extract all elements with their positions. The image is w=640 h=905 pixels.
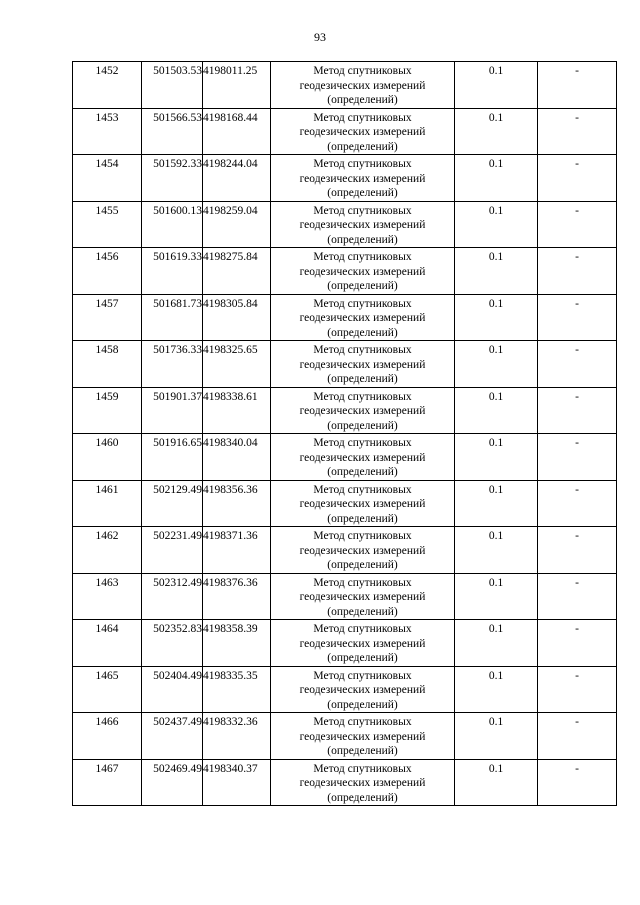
table-row: [73, 341, 617, 388]
method-line: геодезических измерений: [299, 79, 426, 92]
x-coordinate-cell: 502312.49: [142, 573, 203, 620]
y-coordinate-cell: 4198332.36: [203, 713, 271, 760]
empty-value-cell: -: [538, 108, 617, 155]
method-line: (определений): [327, 652, 398, 664]
method-line: геодезических измерений: [299, 172, 426, 185]
accuracy-cell: 0.1: [455, 713, 538, 760]
method-line: геодезических измерений: [299, 265, 426, 278]
y-coordinate-cell: 4198371.36: [203, 527, 271, 574]
method-line: геодезических измерений: [299, 219, 426, 231]
y-coordinate-cell: 4198338.61: [203, 387, 271, 434]
y-coordinate-cell: 4198168.44: [203, 108, 271, 155]
accuracy-cell: 0.1: [455, 294, 538, 341]
x-coordinate-cell: 501503.53: [142, 62, 203, 109]
method-line: геодезических измерений: [299, 544, 426, 557]
x-coordinate-cell: 502437.49: [142, 713, 203, 760]
accuracy-cell: 0.1: [455, 759, 538, 806]
method-cell: [271, 480, 455, 527]
empty-value-cell: -: [538, 527, 617, 574]
empty-value-cell: -: [538, 155, 617, 202]
page-number: 93: [314, 30, 326, 44]
method-line: (определений): [327, 94, 398, 106]
accuracy-cell: 0.1: [455, 480, 538, 527]
y-coordinate-cell: 4198305.84: [203, 294, 271, 341]
table-row: [73, 620, 617, 667]
y-coordinate-cell: 4198335.35: [203, 666, 271, 713]
method-line: Метод спутниковых: [313, 158, 412, 170]
point-number-cell: 1453: [73, 108, 142, 155]
table-row: [73, 62, 617, 109]
x-coordinate-cell: 501901.37: [142, 387, 203, 434]
method-cell: [271, 155, 455, 202]
point-number-cell: 1466: [73, 713, 142, 760]
point-number-cell: 1467: [73, 759, 142, 806]
x-coordinate-cell: 501619.33: [142, 248, 203, 295]
method-line: (определений): [327, 466, 398, 478]
accuracy-cell: 0.1: [455, 201, 538, 248]
empty-value-cell: -: [538, 759, 617, 806]
empty-value-cell: -: [538, 201, 617, 248]
point-number-cell: 1460: [73, 434, 142, 481]
y-coordinate-cell: 4198011.25: [203, 62, 271, 109]
method-line: Метод спутниковых: [313, 111, 412, 124]
y-coordinate-cell: 4198376.36: [203, 573, 271, 620]
method-line: (определений): [327, 791, 398, 804]
coordinates-table: [72, 61, 617, 806]
method-line: (определений): [327, 419, 398, 432]
accuracy-cell: 0.1: [455, 108, 538, 155]
method-cell: [271, 527, 455, 574]
method-cell: [271, 62, 455, 109]
method-line: (определений): [327, 559, 398, 571]
y-coordinate-cell: 4198358.39: [203, 620, 271, 667]
method-cell: [271, 759, 455, 806]
method-line: Метод спутниковых: [313, 576, 412, 589]
empty-value-cell: -: [538, 480, 617, 527]
y-coordinate-cell: 4198259.04: [203, 201, 271, 248]
point-number-cell: 1454: [73, 155, 142, 202]
method-line: геодезических измерений: [299, 637, 426, 650]
accuracy-cell: 0.1: [455, 341, 538, 388]
accuracy-cell: 0.1: [455, 527, 538, 574]
empty-value-cell: -: [538, 713, 617, 760]
method-cell: [271, 713, 455, 760]
table-row: [73, 201, 617, 248]
method-line: геодезических измерений: [299, 591, 426, 603]
method-cell: [271, 341, 455, 388]
accuracy-cell: 0.1: [455, 620, 538, 667]
accuracy-cell: 0.1: [455, 434, 538, 481]
table-row: [73, 108, 617, 155]
method-line: (определений): [327, 140, 398, 153]
table-row: [73, 713, 617, 760]
table-row: [73, 294, 617, 341]
accuracy-cell: 0.1: [455, 387, 538, 434]
empty-value-cell: -: [538, 248, 617, 295]
table-row: [73, 434, 617, 481]
point-number-cell: 1459: [73, 387, 142, 434]
accuracy-cell: 0.1: [455, 155, 538, 202]
method-line: (определений): [327, 233, 398, 246]
method-cell: [271, 201, 455, 248]
method-line: (определений): [327, 373, 398, 385]
method-cell: [271, 248, 455, 295]
empty-value-cell: -: [538, 666, 617, 713]
x-coordinate-cell: 501600.13: [142, 201, 203, 248]
x-coordinate-cell: 502231.49: [142, 527, 203, 574]
method-cell: [271, 573, 455, 620]
y-coordinate-cell: 4198356.36: [203, 480, 271, 527]
table-row: [73, 248, 617, 295]
method-line: Метод спутниковых: [313, 623, 412, 635]
point-number-cell: 1452: [73, 62, 142, 109]
empty-value-cell: -: [538, 434, 617, 481]
method-line: Метод спутниковых: [313, 437, 412, 449]
method-line: геодезических измерений: [299, 684, 426, 696]
method-line: (определений): [327, 745, 398, 757]
method-line: (определений): [327, 512, 398, 525]
method-line: (определений): [327, 326, 398, 339]
accuracy-cell: 0.1: [455, 248, 538, 295]
table-row: [73, 666, 617, 713]
accuracy-cell: 0.1: [455, 666, 538, 713]
x-coordinate-cell: 501681.73: [142, 294, 203, 341]
accuracy-cell: 0.1: [455, 573, 538, 620]
table-row: [73, 759, 617, 806]
x-coordinate-cell: 501916.65: [142, 434, 203, 481]
method-line: Метод спутниковых: [313, 297, 412, 310]
method-line: Метод спутниковых: [313, 65, 412, 77]
table-row: [73, 155, 617, 202]
method-line: Метод спутниковых: [313, 204, 412, 217]
y-coordinate-cell: 4198340.04: [203, 434, 271, 481]
method-line: (определений): [327, 698, 398, 711]
empty-value-cell: -: [538, 341, 617, 388]
x-coordinate-cell: 501592.33: [142, 155, 203, 202]
method-line: Метод спутниковых: [313, 390, 412, 403]
method-line: геодезических измерений: [299, 358, 426, 371]
x-coordinate-cell: 502469.49: [142, 759, 203, 806]
y-coordinate-cell: 4198325.65: [203, 341, 271, 388]
x-coordinate-cell: 502404.49: [142, 666, 203, 713]
method-cell: [271, 294, 455, 341]
point-number-cell: 1462: [73, 527, 142, 574]
empty-value-cell: -: [538, 62, 617, 109]
method-line: Метод спутниковых: [313, 669, 412, 682]
coordinates-table-body: [73, 62, 617, 806]
empty-value-cell: -: [538, 573, 617, 620]
method-cell: [271, 108, 455, 155]
empty-value-cell: -: [538, 620, 617, 667]
method-cell: [271, 666, 455, 713]
method-line: геодезических измерений: [299, 126, 426, 138]
point-number-cell: 1465: [73, 666, 142, 713]
point-number-cell: 1461: [73, 480, 142, 527]
point-number-cell: 1464: [73, 620, 142, 667]
table-row: [73, 480, 617, 527]
table-row: [73, 573, 617, 620]
method-line: Метод спутниковых: [313, 483, 412, 496]
method-cell: [271, 434, 455, 481]
method-line: Метод спутниковых: [313, 251, 412, 263]
method-line: геодезических измерений: [299, 730, 426, 743]
method-cell: [271, 387, 455, 434]
method-line: Метод спутниковых: [313, 762, 412, 775]
table-row: [73, 387, 617, 434]
method-cell: [271, 620, 455, 667]
method-line: (определений): [327, 187, 398, 199]
method-line: геодезических измерений: [299, 405, 426, 417]
method-line: Метод спутниковых: [313, 530, 412, 542]
point-number-cell: 1455: [73, 201, 142, 248]
method-line: Метод спутниковых: [313, 344, 412, 356]
y-coordinate-cell: 4198275.84: [203, 248, 271, 295]
method-line: (определений): [327, 605, 398, 618]
table-row: [73, 527, 617, 574]
x-coordinate-cell: 502129.49: [142, 480, 203, 527]
accuracy-cell: 0.1: [455, 62, 538, 109]
method-line: геодезических измерений: [299, 451, 426, 464]
method-line: Метод спутниковых: [313, 716, 412, 728]
method-line: геодезических измерений: [299, 777, 426, 789]
point-number-cell: 1463: [73, 573, 142, 620]
x-coordinate-cell: 502352.83: [142, 620, 203, 667]
point-number-cell: 1458: [73, 341, 142, 388]
method-line: геодезических измерений: [299, 312, 426, 324]
point-number-cell: 1457: [73, 294, 142, 341]
empty-value-cell: -: [538, 387, 617, 434]
x-coordinate-cell: 501736.33: [142, 341, 203, 388]
method-line: геодезических измерений: [299, 498, 426, 510]
empty-value-cell: -: [538, 294, 617, 341]
method-line: (определений): [327, 280, 398, 292]
x-coordinate-cell: 501566.53: [142, 108, 203, 155]
y-coordinate-cell: 4198340.37: [203, 759, 271, 806]
y-coordinate-cell: 4198244.04: [203, 155, 271, 202]
point-number-cell: 1456: [73, 248, 142, 295]
